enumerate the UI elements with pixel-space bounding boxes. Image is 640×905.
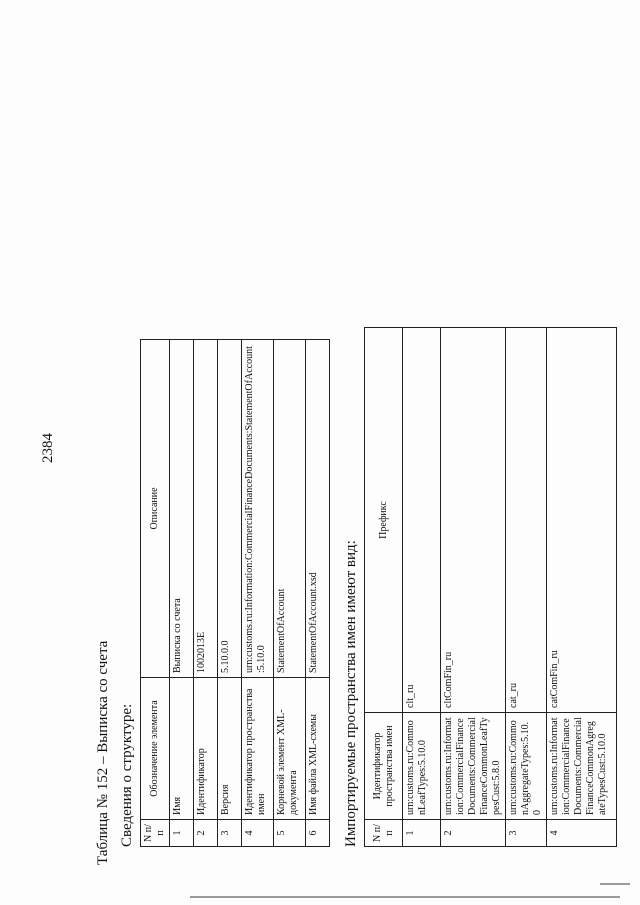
namespace-id: urn:customs.ru:Information:CommercialFinanceDocuments:CommercialFinanceCommonAgregateTypesCust:5.10.0 [547,713,617,820]
element-name: Идентификатор [194,678,218,820]
table-title: Таблица № 152 – Выписка со счета [95,640,111,865]
row-number: 3 [506,820,547,847]
column-header: Обозначение элемента [141,678,170,820]
element-description: urn:customs.ru:Information:CommercialFinanceDocuments:StatementOfAccount:5.10.0 [242,340,274,678]
table-row [170,340,194,847]
row-number: 1 [403,820,441,847]
namespaces-table [364,327,617,847]
namespace-prefix: clt_ru [403,328,441,713]
namespaces-heading: Импортируемые пространства имен имеют вид: [343,540,359,847]
column-header: Описание [141,340,170,678]
row-number: 4 [547,820,617,847]
table-row [506,328,547,847]
namespace-id: urn:customs.ru:CommonLeafTypes:5.10.0 [403,713,441,820]
namespace-id: urn:customs.ru:CommonAggregateTypes:5.10.0 [506,713,547,820]
row-number: 2 [194,820,218,847]
row-number: 2 [441,820,506,847]
namespace-prefix: catComFin_ru [547,328,617,713]
structure-heading: Сведения о структуре: [119,703,135,847]
row-number: 1 [170,820,194,847]
table-row [242,340,274,847]
namespace-id: urn:customs.ru:Information:CommercialFinanceDocuments:CommercialFinanceCommonLeafTypesCust:5.8.0 [441,713,506,820]
element-name: Корневой элемент XML-документа [274,678,306,820]
element-name: Имя [170,678,194,820]
column-header: N п/п [365,820,403,847]
page-number: 2384 [40,433,56,463]
table-row [306,340,330,847]
scan-bottom-edge [190,896,620,898]
element-description: 5.10.0.0 [218,340,242,678]
element-description: 1002013E [194,340,218,678]
element-description: StatementOfAccount [274,340,306,678]
namespace-prefix: cltComFin_ru [441,328,506,713]
element-description: StatementOfAccount.xsd [306,340,330,678]
element-name: Имя файла XML-схемы [306,678,330,820]
table-row [441,328,506,847]
row-number: 3 [218,820,242,847]
table-row [194,340,218,847]
column-header: N п/п [141,820,170,847]
scan-edge-line [600,883,630,885]
row-number: 4 [242,820,274,847]
namespace-prefix: cat_ru [506,328,547,713]
element-name: Версия [218,678,242,820]
element-description: Выписка со счета [170,340,194,678]
table-row [218,340,242,847]
element-name: Идентификатор пространства имен [242,678,274,820]
column-header: Префикс [365,328,403,713]
table-row [274,340,306,847]
table-header-row [365,328,403,847]
table-row [403,328,441,847]
table-row [547,328,617,847]
table-header-row [141,340,170,847]
row-number: 5 [274,820,306,847]
structure-table [140,339,330,847]
row-number: 6 [306,820,330,847]
column-header: Идентификатор пространства имен [365,713,403,820]
